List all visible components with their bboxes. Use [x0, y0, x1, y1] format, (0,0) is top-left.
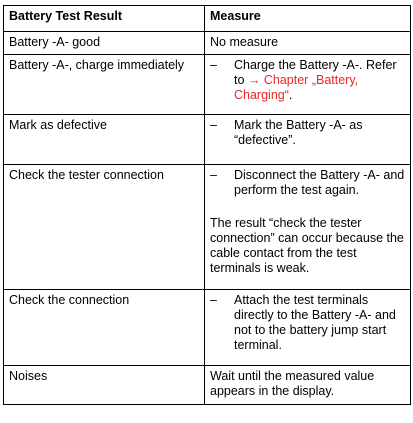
dash-marker: –: [210, 58, 217, 72]
battery-test-table: [3, 5, 411, 405]
table-row: [4, 55, 411, 115]
result-cell: Mark as defective: [4, 115, 205, 165]
measure-step: [210, 58, 406, 103]
measure-text-end: .: [288, 88, 293, 102]
result-cell: Check the tester connection: [4, 165, 205, 290]
measure-step: [210, 118, 406, 148]
measure-step-text: Attach the test terminals directly to the Battery -A- and not to the battery jump start terminal.: [234, 293, 396, 352]
result-cell: Check the connection: [4, 290, 205, 366]
dash-marker: –: [210, 118, 217, 132]
chapter-link[interactable]: → Chapter „Battery, Charging“: [234, 73, 359, 102]
table-row: [4, 32, 411, 55]
measure-step: [210, 293, 406, 353]
result-cell: Battery -A- good: [4, 32, 205, 55]
table-row: [4, 366, 411, 405]
table-row: [4, 115, 411, 165]
measure-step-text: Mark the Battery -A- as “defective”.: [234, 118, 363, 147]
table-header-row: [4, 6, 411, 32]
measure-cell: [205, 115, 411, 165]
table-row: [4, 290, 411, 366]
measure-cell: No measure: [205, 32, 411, 55]
measure-step-text: [234, 58, 406, 103]
measure-step: [210, 168, 406, 198]
measure-text: Charge the Battery -A-. Refer to: [234, 58, 397, 87]
header-battery-test-result: Battery Test Result: [4, 6, 205, 32]
dash-marker: –: [210, 293, 217, 307]
measure-cell: [205, 55, 411, 115]
measure-cell: Wait until the measured value appears in the display.: [205, 366, 411, 405]
measure-note: The result “check the tester connection” can occur because the cable contact from the test terminals is weak.: [210, 216, 404, 275]
result-cell: Noises: [4, 366, 205, 405]
table-row: [4, 165, 411, 290]
result-cell: Battery -A-, charge immediately: [4, 55, 205, 115]
measure-cell: [205, 165, 411, 290]
measure-step-text: Disconnect the Battery -A- and perform the test again.: [234, 168, 405, 197]
header-measure: Measure: [205, 6, 411, 32]
measure-cell: [205, 290, 411, 366]
dash-marker: –: [210, 168, 217, 182]
